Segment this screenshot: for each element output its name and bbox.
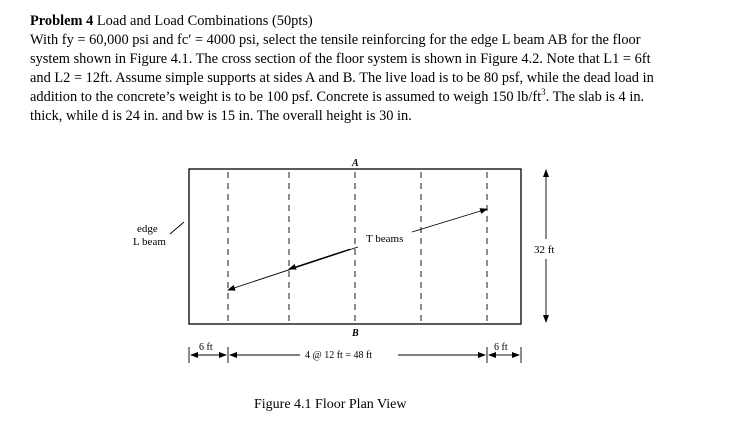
problem-title: Problem 4 <box>30 13 94 29</box>
right-span-label: 6 ft <box>494 342 508 353</box>
middle-span-label: 4 @ 12 ft = 48 ft <box>305 350 373 361</box>
t-beam-arrow-mid <box>289 249 350 269</box>
t-beam-arrow-right <box>412 209 487 232</box>
label-b: B <box>352 328 359 339</box>
t-beam-arrow-left <box>228 247 358 290</box>
height-dim-label: 32 ft <box>534 244 555 256</box>
t-beams-label: T beams <box>366 233 404 245</box>
label-a: A <box>352 158 359 169</box>
edge-label: edge <box>137 223 158 235</box>
floor-outline <box>189 169 521 324</box>
left-span-label: 6 ft <box>199 342 213 353</box>
problem-heading: Load and Load Combinations (50pts) <box>93 13 313 29</box>
edge-leader <box>170 222 184 234</box>
cubic-superscript: 3 <box>541 87 546 98</box>
beam-lines <box>228 172 487 321</box>
problem-body: With fy = 60,000 psi and fc′ = 4000 psi, select the tensile reinforcing for the edge L beam AB for the floor system shown in Figure 4.1. The cross section of the floor system is shown in Figure 4.2. Note that L1 = 6ft and L2 = 12ft. Assume simple supports at sides A and B. The live load is to be 80 psf, while the dead load in addition to the concrete’s weight is to be 100 psf. Concrete is assumed to weigh 150 lb/ft <box>30 32 654 105</box>
figure-caption: Figure 4.1 Floor Plan View <box>254 397 407 412</box>
l-beam-label: L beam <box>133 236 166 248</box>
problem-body-end: . The slab is 4 in. thick, while d is 24 in. and bw is 15 in. The overall height is 30 in. <box>30 89 645 124</box>
